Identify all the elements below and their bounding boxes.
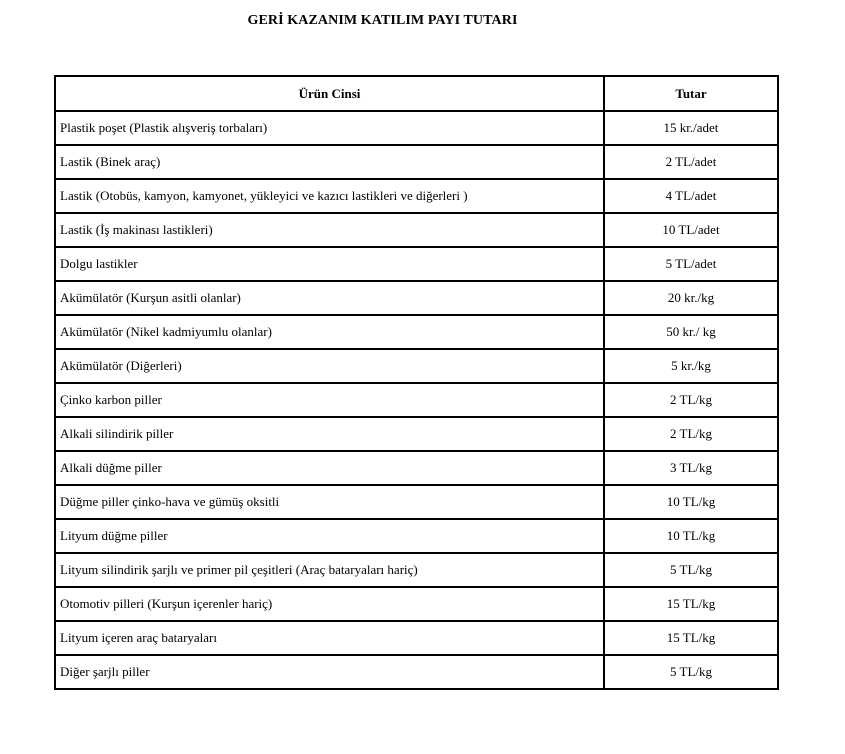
amount-cell: 5 kr./kg (604, 349, 778, 383)
product-cell: Alkali silindirik piller (55, 417, 604, 451)
product-cell: Akümülatör (Kurşun asitli olanlar) (55, 281, 604, 315)
table-row (55, 179, 778, 213)
amount-cell: 50 kr./ kg (604, 315, 778, 349)
amount-cell: 10 TL/kg (604, 485, 778, 519)
amount-cell: 15 kr./adet (604, 111, 778, 145)
table-row (55, 383, 778, 417)
product-cell: Akümülatör (Nikel kadmiyumlu olanlar) (55, 315, 604, 349)
amount-cell: 2 TL/kg (604, 417, 778, 451)
table-row (55, 315, 778, 349)
table-row (55, 587, 778, 621)
amount-cell: 20 kr./kg (604, 281, 778, 315)
amount-cell: 2 TL/kg (604, 383, 778, 417)
amount-cell: 2 TL/adet (604, 145, 778, 179)
product-cell: Lityum düğme piller (55, 519, 604, 553)
fee-table (54, 75, 779, 690)
table-row (55, 111, 778, 145)
product-cell: Lityum içeren araç bataryaları (55, 621, 604, 655)
table-row (55, 519, 778, 553)
table-row (55, 621, 778, 655)
amount-cell: 10 TL/adet (604, 213, 778, 247)
amount-cell: 15 TL/kg (604, 587, 778, 621)
product-cell: Lastik (Binek araç) (55, 145, 604, 179)
table-row (55, 451, 778, 485)
amount-cell: 15 TL/kg (604, 621, 778, 655)
table-row (55, 281, 778, 315)
amount-cell: 4 TL/adet (604, 179, 778, 213)
table-header-row (55, 76, 778, 111)
amount-cell: 5 TL/kg (604, 655, 778, 689)
product-cell: Lastik (Otobüs, kamyon, kamyonet, yükleyici ve kazıcı lastikleri ve diğerleri ) (55, 179, 604, 213)
amount-cell: 5 TL/adet (604, 247, 778, 281)
product-cell: Dolgu lastikler (55, 247, 604, 281)
amount-cell: 5 TL/kg (604, 553, 778, 587)
column-header-amount: Tutar (604, 76, 778, 111)
product-cell: Diğer şarjlı piller (55, 655, 604, 689)
product-cell: Lastik (İş makinası lastikleri) (55, 213, 604, 247)
product-cell: Akümülatör (Diğerleri) (55, 349, 604, 383)
table-row (55, 247, 778, 281)
table-row (55, 553, 778, 587)
product-cell: Düğme piller çinko-hava ve gümüş oksitli (55, 485, 604, 519)
table-row (55, 145, 778, 179)
amount-cell: 3 TL/kg (604, 451, 778, 485)
amount-cell: 10 TL/kg (604, 519, 778, 553)
product-cell: Alkali düğme piller (55, 451, 604, 485)
table-row (55, 655, 778, 689)
table-row (55, 213, 778, 247)
table-row (55, 349, 778, 383)
product-cell: Otomotiv pilleri (Kurşun içerenler hariç) (55, 587, 604, 621)
document-title: GERİ KAZANIM KATILIM PAYI TUTARI (247, 13, 518, 28)
column-header-product: Ürün Cinsi (55, 76, 604, 111)
product-cell: Lityum silindirik şarjlı ve primer pil çeşitleri (Araç bataryaları hariç) (55, 553, 604, 587)
table-row (55, 485, 778, 519)
product-cell: Plastik poşet (Plastik alışveriş torbaları) (55, 111, 604, 145)
product-cell: Çinko karbon piller (55, 383, 604, 417)
table-row (55, 417, 778, 451)
